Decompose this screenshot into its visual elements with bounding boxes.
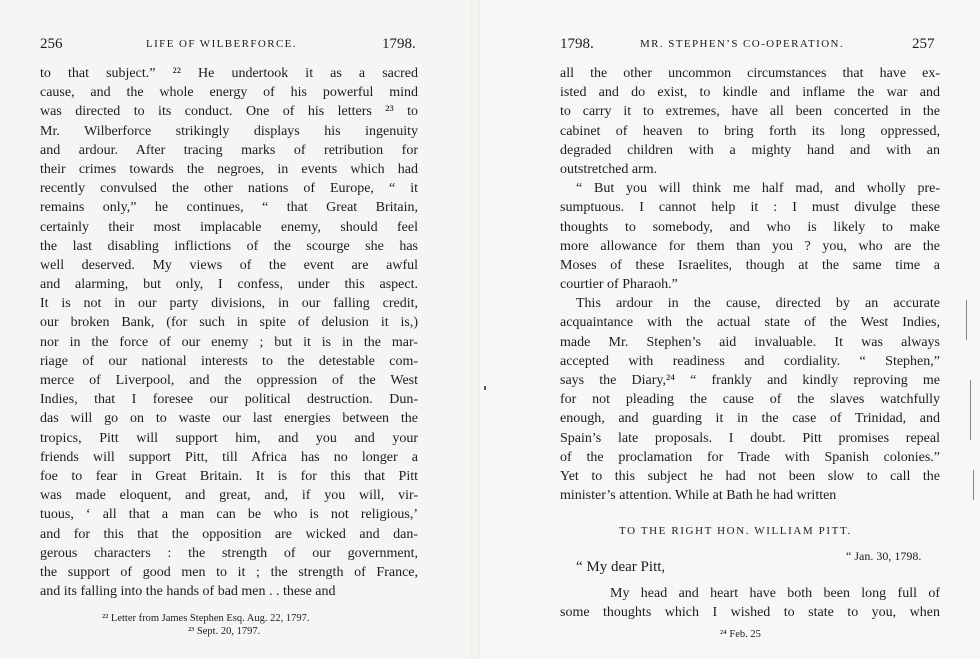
text-line: well deserved. My views of the event are awful xyxy=(40,257,418,273)
text-line: some thoughts which I wished to state to you, when xyxy=(560,605,940,621)
text-line: tropics, Pitt will support him, and you and your xyxy=(40,430,418,446)
text-line: tuous, ‘ all that a man can be who is not religious,’ xyxy=(40,507,418,523)
text-line: the last disabling inflictions of the scourge she has xyxy=(40,238,418,254)
right-page xyxy=(480,0,980,659)
text-line: It is not in our party divisions, in our falling credit, xyxy=(40,296,418,312)
page-number: 257 xyxy=(912,36,935,52)
running-title: MR. STEPHEN’S CO-OPERATION. xyxy=(640,38,845,50)
text-line: Spain’s late proposals. I doubt. Pitt promises repeal xyxy=(560,430,940,446)
text-line: outstretched arm. xyxy=(560,161,658,177)
text-line: and ardour. After tracing marks of retribution for xyxy=(40,142,418,158)
text-line: Yet to this subject he had not been slow to call the xyxy=(560,468,940,484)
footnote-23: ²³ Sept. 20, 1797. xyxy=(188,626,261,637)
text-line: to carry it to extremes, have all been concerted in the xyxy=(560,104,940,120)
text-line: Mr. Wilberforce strikingly displays his ingenuity xyxy=(40,123,418,139)
letter-salutation: “ My dear Pitt, xyxy=(576,559,666,575)
left-body-text xyxy=(40,64,418,601)
text-line: of the proclamation for Trade with Spanish colonies.” xyxy=(560,449,940,465)
text-line: “ But you will think me half mad, and wholly pre- xyxy=(576,181,940,197)
header-year: 1798. xyxy=(560,36,594,52)
text-line: riage of our national interests to the detestable com- xyxy=(40,353,418,369)
text-line: merce of Liverpool, and the oppression of the West xyxy=(40,373,418,388)
left-page-header xyxy=(40,36,418,54)
text-line: isted and do exist, to kindle and inflame the war and xyxy=(560,85,940,101)
footnote-22: ²² Letter from James Stephen Esq. Aug. 22, 1797. xyxy=(102,613,310,624)
text-line: and for this that the opposition are wicked and dan- xyxy=(40,526,418,542)
text-line: certainly their most implacable enemy, should feel xyxy=(40,219,418,235)
page-number: 256 xyxy=(40,36,63,52)
page-edge-mark xyxy=(966,300,967,340)
letter-heading: TO THE RIGHT HON. WILLIAM PITT. xyxy=(619,525,852,537)
text-line: for not pleading the cause of the slaves watchfully xyxy=(560,392,940,408)
text-line: das will go on to waste our last energies between the xyxy=(40,411,418,427)
text-line: and alarming, but only, I confess, under this aspect. xyxy=(40,277,418,293)
text-line: cabinet of heaven to bring forth its long oppressed, xyxy=(560,123,940,139)
text-line: thoughts to somebody, and who is likely to make xyxy=(560,219,940,235)
text-line: made Mr. Stephen’s aid invaluable. It was always xyxy=(560,334,940,350)
running-title: LIFE OF WILBERFORCE. xyxy=(146,38,297,50)
right-body-text xyxy=(560,64,940,505)
text-line: was made eloquent, and great, and, if you will, vir- xyxy=(40,488,418,504)
text-line: enough, and guarding it in the case of Trinidad, and xyxy=(560,411,940,427)
text-line: our broken Bank, (for such in spite of delusion it is,) xyxy=(40,315,418,331)
text-line: foe to fear in Great Britain. It is for this that Pitt xyxy=(40,468,418,484)
text-line: was directed to its conduct. One of his letters ²³ to xyxy=(40,104,418,120)
text-line: remains only,” he continues, “ that Great Britain, xyxy=(40,200,418,216)
text-line: friends will support Pitt, till Africa has no longer a xyxy=(40,449,418,465)
text-line: says the Diary,²⁴ “ frankly and kindly reproving me xyxy=(560,373,940,388)
letter-dateline: “ Jan. 30, 1798. xyxy=(846,549,922,563)
text-line: more allowance for them than you ? you, who are the xyxy=(560,238,940,254)
text-line: accepted with readiness and cordiality. “ Stephen,” xyxy=(560,353,940,369)
text-line: This ardour in the cause, directed by an accurate xyxy=(576,296,940,312)
text-line: degraded children with a mighty hand and with an xyxy=(560,142,940,158)
right-page-header xyxy=(560,36,940,54)
left-page xyxy=(0,0,470,659)
text-line: acquaintance with the actual state of the West Indies, xyxy=(560,315,940,331)
text-line: Indies, that I foresee our political destruction. Dun- xyxy=(40,392,418,408)
text-line: courtier of Pharaoh.” xyxy=(560,277,678,293)
text-line: My head and heart have both been long full of xyxy=(610,586,940,601)
text-line: the support of good men to it ; the strength of France, xyxy=(40,564,418,580)
text-line: to that subject.” ²² He undertook it as a sacred xyxy=(40,66,418,81)
header-year: 1798. xyxy=(382,36,416,52)
text-line: gerous characters : the strength of our government, xyxy=(40,545,418,561)
footnote-24: ²⁴ Feb. 25 xyxy=(720,629,761,640)
text-line: Moses of these Israelites, though at the same time a xyxy=(560,257,940,273)
page-edge-mark xyxy=(970,380,971,440)
text-line: recently convulsed the other nations of Europe, “ it xyxy=(40,181,418,197)
text-line: sumptuous. I cannot help it : I must divulge these xyxy=(560,200,940,216)
text-line: minister’s attention. While at Bath he had written xyxy=(560,488,837,504)
text-line: nor in the force of our enemy ; but it is in the mar- xyxy=(40,334,418,350)
page-edge-mark xyxy=(973,470,974,500)
text-line: all the other uncommon circumstances that have ex- xyxy=(560,66,940,81)
text-line: their crimes towards the negroes, in events which had xyxy=(40,161,418,177)
text-line: and its falling into the hands of bad men . . these and xyxy=(40,584,336,600)
letter-body-text xyxy=(560,584,940,622)
margin-speck xyxy=(484,386,486,390)
text-line: cause, and the whole energy of his powerful mind xyxy=(40,85,418,101)
